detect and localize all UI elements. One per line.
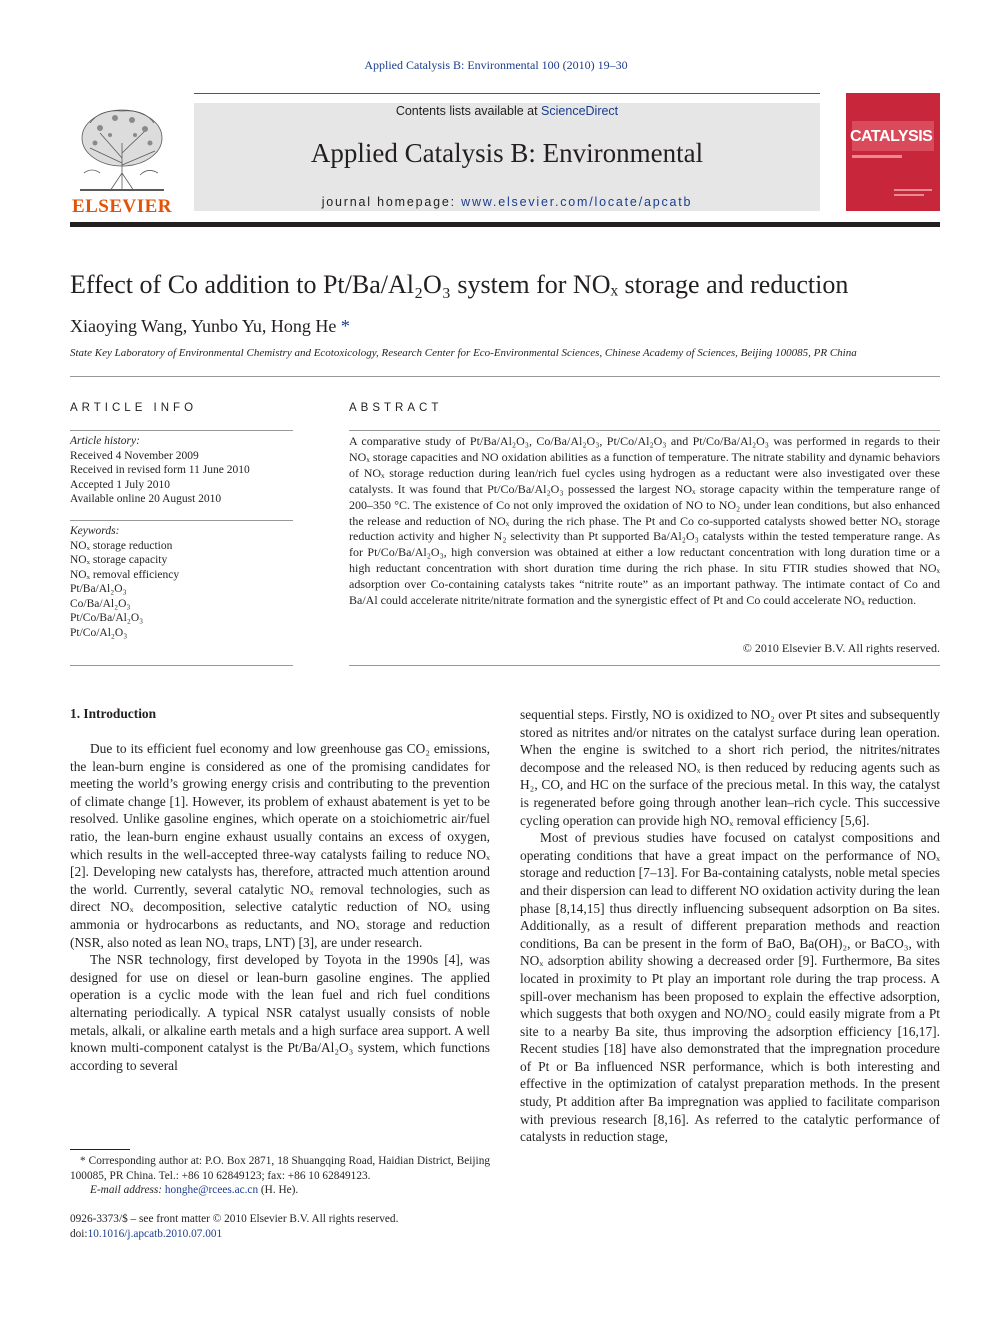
keywords-label: Keywords: [70,525,120,537]
journal-citation[interactable]: Applied Catalysis B: Environmental 100 (2010) 19–30 [364,58,628,72]
doi-link[interactable]: 10.1016/j.apcatb.2010.07.001 [87,1228,223,1240]
article-info-bottom-rule [70,665,293,666]
left-column [70,740,490,1074]
history-label: Article history: [70,435,140,447]
abstract-rule [349,430,940,431]
abstract-bottom-rule [349,665,940,666]
abstract-text: A comparative study of Pt/Ba/Al₂O₃, Co/Ba/Al₂O₃, Pt/Co/Al₂O₃ and Pt/Co/Ba/Al₂O₃ was performed in regards to their NOₓ storage capacities and NO oxidation abilities as a function of temperature. The nitrate stability and dynamic behaviors of NOₓ storage reduction during lean/rich fuel cycles using hydrogen as a reductant were also investigated over these catalysts. It was found that Pt/Co/Ba/Al₂O₃ possessed the largest NOₓ storage capacity within the temperature range of 200–350 °C. The existence of Co not only improved the oxidation of NO to NO₂ under lean conditions, but also enhanced the release and reduction of NOₓ during the rich phase. The Pt and Co co-supported catalysts showed better NOₓ storage reduction activity and higher N₂ selectivity than Pt supported Ba/Al₂O₃ catalysts within the tested temperature range. As for Pt/Co/Ba/Al₂O₃, high conversion was obtained at either a low reductant concentration with long duration time or a high reductant concentration with short duration time during the rich phase. In situ FTIR studies showed that NOₓ adsorption over Co-containing catalysts takes “nitrite route” as an important pathway. The intimate contact of Co and Ba/Al could accelerate nitrite/nitrate formation and the synergistic effect of Pt and Co could accelerate NOₓ reduction. [349,434,940,608]
author-list [70,316,350,337]
keywords-rule [70,520,293,521]
corresponding-author-note: * Corresponding author at: P.O. Box 2871, 18 Shuangqing Road, Haidian District, Beijing 100085, PR China. Tel.: +86 10 62849123; fax: +86 10 62849123. [70,1155,490,1182]
doi-label: doi: [70,1228,88,1240]
keyword: Pt/Ba/Al₂O₃ [70,583,127,595]
article-info-rule [70,430,293,431]
article-history [70,434,293,507]
journal-homepage [194,195,820,209]
contents-prefix: Contents lists available at [395,104,542,118]
keywords-block [70,524,293,640]
journal-title: Applied Catalysis B: Environmental [310,138,704,168]
footnote [70,1154,490,1198]
footnote-rule [70,1149,130,1150]
corresponding-author-mark[interactable]: * [340,316,350,336]
title-divider [70,376,940,377]
keyword: NOₓ removal efficiency [70,568,180,581]
issn-block [70,1212,490,1242]
affiliation: State Key Laboratory of Environmental Chemistry and Ecotoxicology, Research Center for Eco-Environmental Sciences, Chinese Academy of Sciences, Beijing 100085, PR China [70,347,857,359]
sciencedirect-link[interactable]: ScienceDirect [541,104,619,118]
article-title: Effect of Co addition to Pt/Ba/Al₂O₃ system for NOₓ storage and reduction [70,270,849,299]
issn-line: 0926-3373/$ – see front matter © 2010 Elsevier B.V. All rights reserved. [70,1213,399,1225]
cover-title: CATALYSIS [850,128,933,145]
section-heading: 1. Introduction [70,706,157,721]
keyword: NOₓ storage reduction [70,539,173,552]
email-line [70,1183,490,1198]
paragraph: Due to its efficient fuel economy and low greenhouse gas CO₂ emissions, the lean-burn engine is considered as one of the promising candidates for meeting the world’s growing energy crisis and contributing to the prevention of climate change [1]. However, its problem of exhaust abatement is yet to be resolved. Unlike gasoline engines, which operate on a stoichiometric air/fuel ratio, the lean-burn engine exhaust usually contains an excess of oxygen, which results in the well-accepted three-way catalysts failing to reduce NOₓ [2]. Developing new catalysts has, therefore, attracted much attention around the world. Currently, several catalytic NOₓ removal technologies, such as direct NOₓ decomposition, selective catalytic reduction of NOₓ using ammonia or hydrocarbons as reductants, and NOₓ storage and reduction (NSR, also noted as lean NOₓ traps, LNT) [3], are under research. [70,741,490,950]
keyword: Co/Ba/Al₂O₃ [70,597,131,610]
paragraph: sequential steps. Firstly, NO is oxidized to NO₂ over Pt sites and subsequently stored as nitrites and/or nitrates on the catalyst surface during lean operation. When the engine is switched to a short rich period, the nitrites/nitrates decompose and the released NOₓ is then reduced by reducing agents such as H₂, CO, and HC on the surface of the precious metal. In this way, the catalyst is regenerated before going through another lean–rich cycle. This successive cycling operation can provide high NOₓ removal efficiency [5,6]. [520,707,940,828]
authors: Xiaoying Wang, Yunbo Yu, Hong He [70,316,337,336]
paragraph: Most of previous studies have focused on catalyst compositions and operating conditions that have a great impact on the performance of NOₓ storage and reduction [7–13]. For Ba-containing catalysts, noble metal species and their dispersion can lead to different NO oxidation activity during the lean phase [8,14,15] thus directly influencing subsequent adsorption on Ba sites. Additionally, as a result of different preparation methods and reaction conditions, Ba can be present in the form of BaO, Ba(OH)₂, or BaCO₃, with NOₓ adsorption ability showing a decreased order [9]. Furthermore, Ba sites located in proximity to Pt play an important role during the trap process. A spill-over mechanism has been proposed to explain the effective adsorption, which suggests that both oxygen and NO/NO₂ could easily migrate from a Pt site to a nearby Ba site, thus improving the adsorption efficiency [16,17]. Recent studies [18] have also demonstrated that the impregnation procedure of Pt or Ba influenced NSR performance, which is both interesting and effective in the optimization of catalyst preparation methods. In the present study, Pt addition after Ba impregnation was applied to facilitate comparison with previous research [8,16]. As referred to the catalytic performance of catalysts in reduction stage, [520,830,940,1145]
email-suffix: (H. He). [258,1184,299,1196]
copyright: © 2010 Elsevier B.V. All rights reserved. [742,641,940,655]
article-info-heading: ARTICLE INFO [70,402,198,414]
email-link[interactable]: honghe@rcees.ac.cn [164,1184,259,1196]
history-item: Accepted 1 July 2010 [70,478,170,491]
header-top-rule [194,93,820,94]
history-item: Available online 20 August 2010 [70,493,222,505]
keyword: Pt/Co/Ba/Al₂O₃ [70,612,144,624]
right-column [520,706,940,1146]
elsevier-wordmark: ELSEVIER [71,196,173,217]
history-item: Received in revised form 11 June 2010 [70,464,250,476]
paragraph: The NSR technology, first developed by Toyota in the 1990s [4], was designed for use on diesel or lean-burn gasoline engines. The applied operation is a cyclic mode with the lean fuel and rich fuel conditions alternating periodically. A typical NSR catalyst usually consists of noble metals, alkali, or alkaline earth metals and a high surface area support. A well known multi-component catalyst is the Pt/Ba/Al₂O₃ system, which functions according to several [70,952,490,1073]
email-label: E-mail address: [90,1184,165,1196]
homepage-prefix: journal homepage: [321,195,462,209]
keyword: Pt/Co/Al₂O₃ [70,626,128,639]
journal-cover-image [846,93,940,211]
doi-line [70,1227,490,1242]
contents-line [194,104,820,118]
abstract-heading: ABSTRACT [349,402,443,414]
keyword: NOₓ storage capacity [70,554,168,566]
header-divider [70,222,940,227]
homepage-link[interactable]: www.elsevier.com/locate/apcatb [461,195,693,209]
history-item: Received 4 November 2009 [70,449,199,462]
